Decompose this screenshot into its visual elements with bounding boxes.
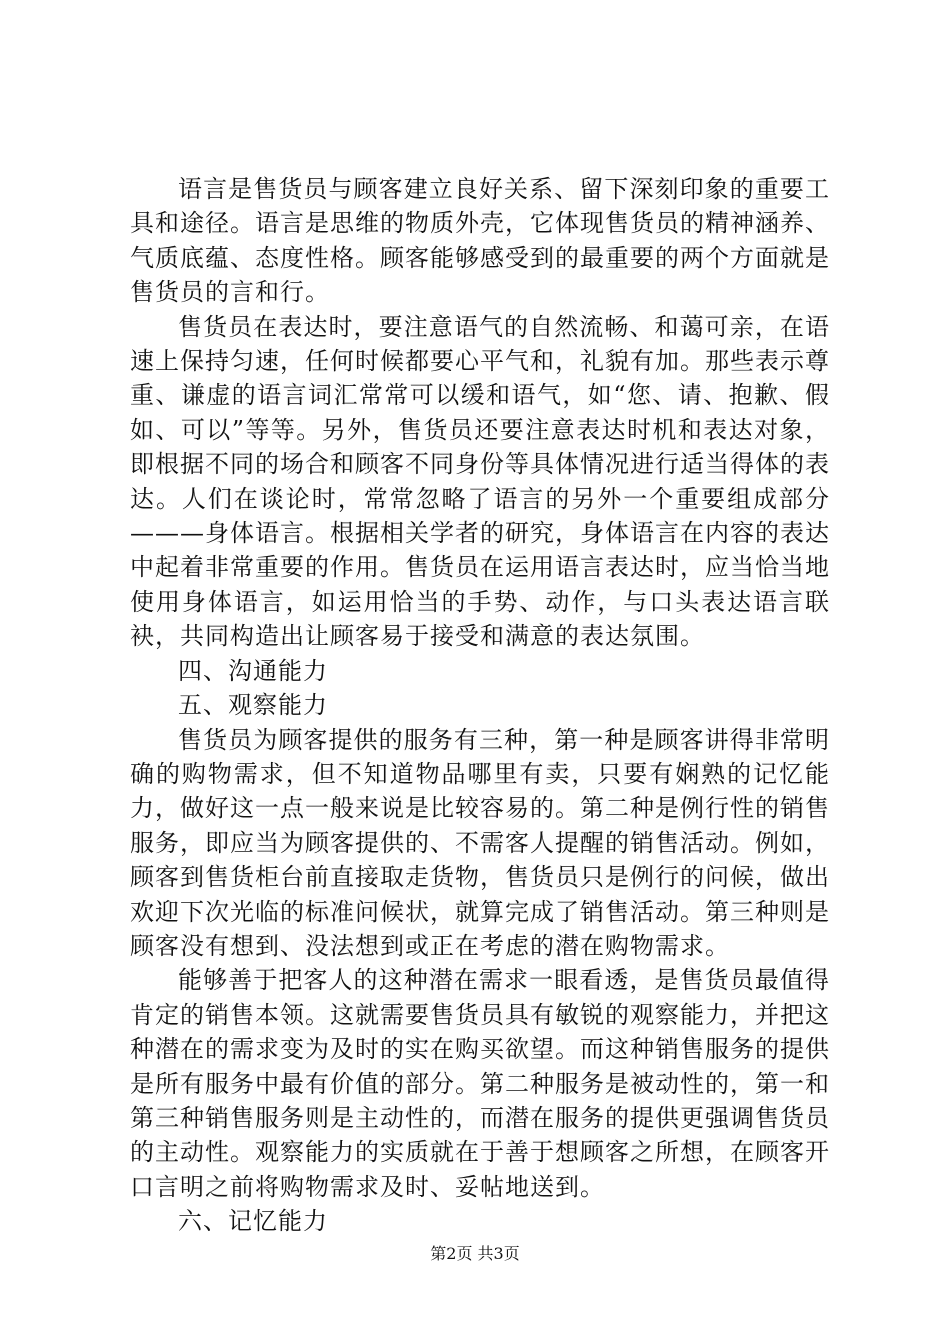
paragraph-observation-skill: 能够善于把客人的这种潜在需求一眼看透，是售货员最值得肯定的销售本领。这就需要售货员具有敏锐的观察能力，并把这种潜在的需求变为及时的实在购买欲望。而这种销售服务的提供是所有服务中最有价值的部分。第二种服务是被动性的，第一和第三种销售服务则是主动性的，而潜在服务的提供更强调售货员的主动性。观察能力的实质就在于善于想顾客之所想，在顾客开口言明之前将购物需求及时、妥帖地送到。 xyxy=(130,966,830,1201)
page-footer xyxy=(0,1244,950,1264)
paragraph-three-services: 售货员为顾客提供的服务有三种，第一种是顾客讲得非常明确的购物需求，但不知道物品哪里有卖，只要有娴熟的记忆能力，做好这一点一般来说是比较容易的。第二种是例行性的销售服务，即应当为顾客提供的、不需客人提醒的销售活动。例如，顾客到售货柜台前直接取走货物，售货员只是例行的问候，做出欢迎下次光临的标准问候状，就算完成了销售活动。第三种则是顾客没有想到、没法想到或正在考虑的潜在购物需求。 xyxy=(130,725,830,960)
section-heading-communication: 四、沟通能力 xyxy=(178,656,328,685)
page-number-label: 第2页 共3页 xyxy=(430,1244,520,1263)
section-heading-observation: 五、观察能力 xyxy=(178,691,328,720)
document-body xyxy=(130,172,830,1239)
paragraph-language-importance: 语言是售货员与顾客建立良好关系、留下深刻印象的重要工具和途径。语言是思维的物质外壳，它体现售货员的精神涵养、气质底蕴、态度性格。顾客能够感受到的最重要的两个方面就是售货员的言和行。 xyxy=(130,175,830,307)
section-heading-memory: 六、记忆能力 xyxy=(178,1207,328,1236)
paragraph-expression-manner: 售货员在表达时，要注意语气的自然流畅、和蔼可亲，在语速上保持匀速，任何时候都要心平气和，礼貌有加。那些表示尊重、谦虚的语言词汇常常可以缓和语气，如“您、请、抱歉、假如、可以”等等。另外，售货员还要注意表达时机和表达对象，即根据不同的场合和顾客不同身份等具体情况进行适当得体的表达。人们在谈论时，常常忽略了语言的另外一个重要组成部分———身体语言。根据相关学者的研究，身体语言在内容的表达中起着非常重要的作用。售货员在运用语言表达时，应当恰当地使用身体语言，如运用恰当的手势、动作，与口头表达语言联袂，共同构造出让顾客易于接受和满意的表达氛围。 xyxy=(130,312,830,651)
